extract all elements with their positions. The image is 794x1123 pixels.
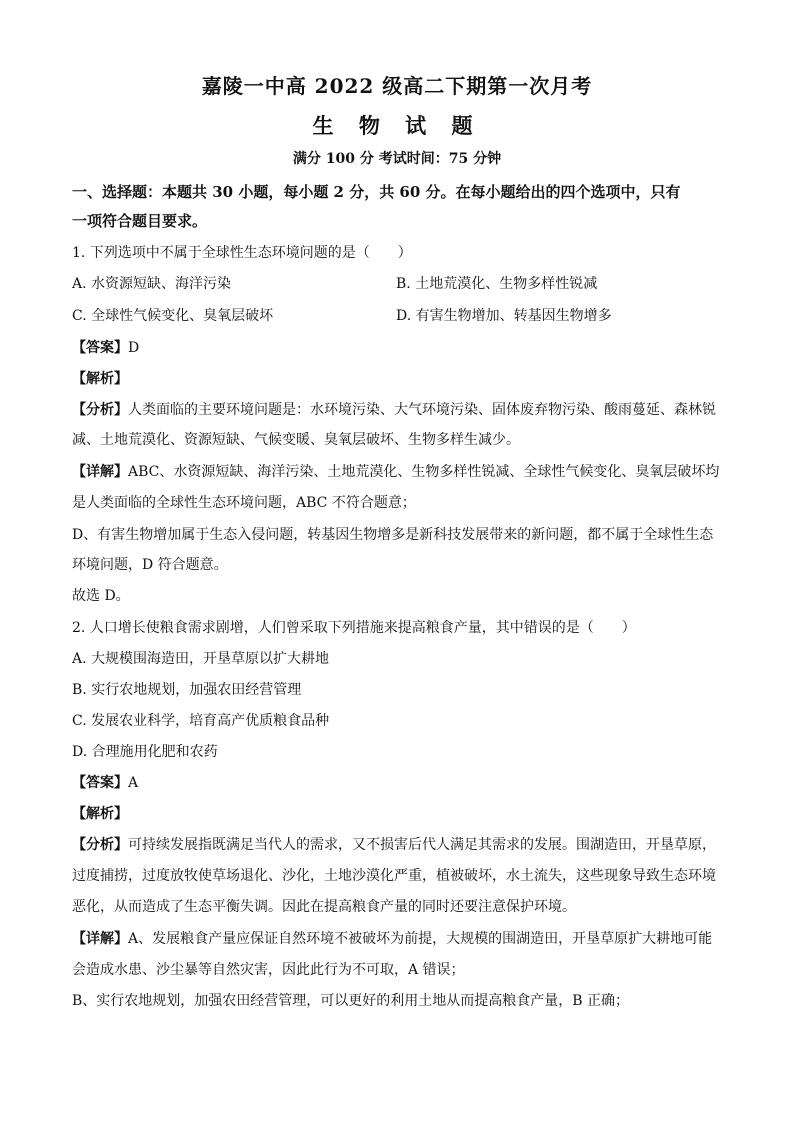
fenxi-tag: 【分析】	[72, 837, 128, 853]
q1-xiangjie-line2: 是人类面临的全球性生态环境问题，ABC 不符合题意；	[72, 495, 416, 511]
fenxi-text: 人类面临的主要环境问题是：水环境污染、大气环境污染、固体废弃物污染、酸雨蔓延、森林锐	[128, 402, 716, 418]
q2-option-a: A. 大规模围海造田，开垦草原以扩大耕地	[72, 651, 330, 667]
exam-info: 满分 100 分 考试时间：75 分钟	[292, 151, 502, 167]
exam-title: 嘉陵一中高 2022 级高二下期第一次月考	[201, 74, 593, 98]
q1-stem: 1. 下列选项中不属于全球性生态环境问题的是（ ）	[72, 245, 412, 261]
q1-options-row1	[72, 274, 732, 294]
q1-xiangjie-line3: D、有害生物增加属于生态入侵问题，转基因生物增多是新科技发展带来的新问题，都不属于全球性生态	[72, 527, 714, 543]
q1-xiangjie-line4: 环境问题，D 符合题意。	[72, 557, 228, 573]
q1-conclusion: 故选 D。	[72, 588, 130, 604]
fenxi-tag: 【分析】	[72, 402, 128, 418]
answer-value: A	[128, 775, 139, 791]
section-heading-line1: 一、选择题：本题共 30 小题，每小题 2 分，共 60 分。在每小题给出的四个选项中，只有	[72, 183, 681, 201]
subject-title: 生 物 试 题	[312, 113, 482, 138]
xiangjie-tag: 【详解】	[72, 931, 128, 947]
q2-option-b: B. 实行农地规划，加强农田经营管理	[72, 682, 302, 698]
section-heading-line2: 一项符合题目要求。	[72, 212, 208, 230]
xiangjie-text: ABC、水资源短缺、海洋污染、土地荒漠化、生物多样性锐减、全球性气候变化、臭氧层破坏均	[128, 464, 720, 480]
fenxi-text: 可持续发展指既满足当代人的需求，又不损害后代人满足其需求的发展。围湖造田，开垦草原，	[128, 837, 716, 853]
q2-stem: 2. 人口增长使粮食需求剧增，人们曾采取下列措施来提高粮食产量，其中错误的是（ ）	[72, 620, 636, 636]
q2-fenxi-line2: 过度捕捞，过度放牧使草场退化、沙化，土地沙漠化严重，植被破坏，水土流失，这些现象导致生态环境	[72, 868, 716, 884]
analysis-tag: 【解析】	[72, 371, 128, 387]
q2-xiangjie-line1	[72, 929, 732, 949]
q2-option-d: D. 合理施用化肥和农药	[72, 744, 218, 760]
xiangjie-tag: 【详解】	[72, 464, 128, 480]
q1-option-c: C. 全球性气候变化、臭氧层破坏	[72, 308, 274, 324]
q1-xiangjie-line1	[72, 462, 732, 482]
q2-fenxi-line3: 恶化，从而造成了生态平衡失调。因此在提高粮食产量的同时还要注意保护环境。	[72, 899, 576, 915]
q2-xiangjie-line2: 会造成水患、沙尘暴等自然灾害，因此此行为不可取，A 错误；	[72, 962, 465, 978]
q2-analysis-tag	[72, 804, 732, 824]
q2-xiangjie-line3: B、实行农地规划，加强农田经营管理，可以更好的利用土地从而提高粮食产量，B 正确；	[72, 993, 630, 1009]
q1-option-a: A. 水资源短缺、海洋污染	[72, 276, 232, 292]
q1-options-row2	[72, 306, 732, 326]
q1-fenxi-line1	[72, 400, 732, 420]
q1-answer	[72, 338, 732, 358]
q1-fenxi-line2: 减、土地荒漠化、资源短缺、气候变暖、臭氧层破坏、生物多样生减少。	[72, 432, 520, 448]
answer-tag: 【答案】	[72, 775, 128, 791]
q2-option-c: C. 发展农业科学，培育高产优质粮食品种	[72, 713, 330, 729]
q1-option-d: D. 有害生物增加、转基因生物增多	[396, 308, 612, 324]
q2-fenxi-line1	[72, 835, 732, 855]
xiangjie-text: A、发展粮食产量应保证自然环境不被破坏为前提，大规模的围湖造田，开垦草原扩大耕地可能	[128, 931, 713, 947]
q1-analysis-tag	[72, 369, 732, 389]
q1-option-b: B. 土地荒漠化、生物多样性锐减	[396, 276, 598, 292]
analysis-tag: 【解析】	[72, 806, 128, 822]
answer-value: D	[128, 340, 140, 356]
answer-tag: 【答案】	[72, 340, 128, 356]
q2-answer	[72, 773, 732, 793]
